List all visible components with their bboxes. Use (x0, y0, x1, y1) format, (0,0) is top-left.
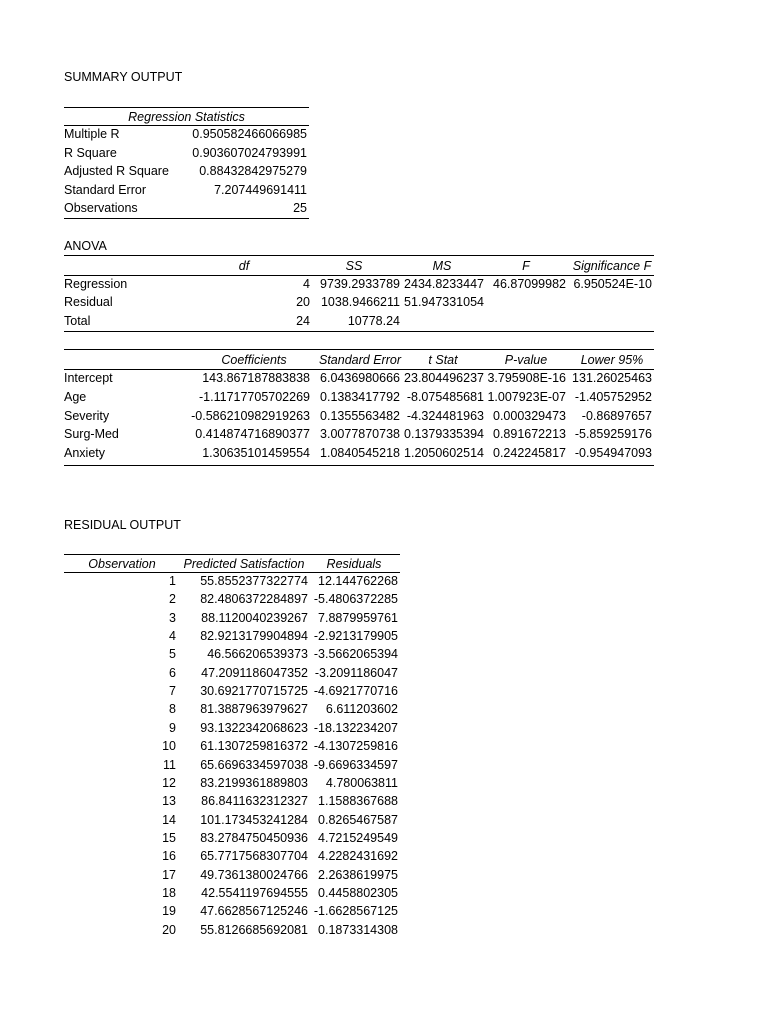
coefficient-value: -1.11717705702269 (199, 389, 310, 404)
residual-predicted: 55.8126685692081 (200, 922, 308, 937)
coefficient-lower-95: -5.859259176 (574, 427, 652, 442)
residual-row (64, 645, 400, 663)
residual-value: 1.1588367688 (318, 794, 398, 809)
anova-row (64, 312, 654, 330)
residual-value: -2.9213179905 (313, 629, 398, 644)
regression-stat-row (64, 144, 309, 162)
residual-value: 0.8265467587 (318, 812, 398, 827)
residuals-header-row (64, 555, 400, 573)
residual-row (64, 737, 400, 755)
residual-value: -4.6921770716 (313, 684, 398, 699)
residual-value: -4.1307259816 (313, 739, 398, 754)
coefficient-value: 143.867187883838 (202, 371, 310, 385)
residual-value: -3.5662065394 (313, 647, 398, 662)
regression-stat-value: 0.950582466066985 (192, 127, 307, 141)
regression-stat-label: Observations (64, 201, 138, 215)
coefficients-table (64, 349, 654, 469)
anova-row (64, 275, 654, 293)
residual-row (64, 792, 400, 810)
regression-stat-value: 25 (293, 201, 307, 215)
residual-predicted: 65.6696334597038 (200, 757, 308, 772)
residual-observation: 9 (169, 720, 176, 735)
residual-value: 6.611203602 (325, 702, 398, 717)
residual-observation: 8 (169, 702, 176, 717)
residual-observation: 7 (169, 684, 176, 699)
residual-value: 4.2282431692 (318, 849, 398, 864)
residual-row (64, 664, 400, 682)
residual-value: 0.1873314308 (318, 922, 398, 937)
anova-row-label: Total (64, 314, 91, 328)
residual-value: 2.2638619975 (318, 867, 398, 882)
residual-observation: 19 (162, 904, 176, 919)
residual-row (64, 847, 400, 865)
coefficient-value: 0.414874716890377 (195, 427, 310, 442)
coefficient-standard-error: 6.0436980666 (320, 371, 400, 385)
residual-observation: 12 (162, 775, 176, 790)
residual-predicted: 47.6628567125246 (200, 904, 308, 919)
residual-row (64, 884, 400, 902)
anova-header-df: df (238, 259, 250, 273)
coefficient-row (64, 407, 654, 425)
residual-observation: 18 (162, 885, 176, 900)
anova-row-label: Regression (64, 277, 128, 291)
anova-df: 24 (296, 314, 310, 328)
anova-ss: 10778.24 (347, 314, 400, 328)
coefficient-t-stat: -4.324481963 (406, 408, 484, 423)
residual-observation: 15 (162, 830, 176, 845)
residual-observation: 16 (162, 849, 176, 864)
residual-observation: 4 (169, 629, 176, 644)
coefficient-p-value: 0.891672213 (493, 427, 566, 442)
coefficient-t-stat: 0.1379335394 (404, 427, 484, 442)
coefficient-standard-error: 0.1383417792 (320, 389, 400, 404)
regression-stat-row (64, 181, 309, 199)
coefficient-row (64, 444, 654, 462)
anova-header-significance-f: Significance F (572, 259, 652, 273)
residual-row (64, 774, 400, 792)
coefficient-row-label: Surg-Med (64, 427, 119, 442)
residual-predicted: 82.4806372284897 (200, 592, 308, 607)
residual-observation: 13 (162, 794, 176, 809)
residual-predicted: 88.1120040239267 (201, 610, 308, 625)
residual-predicted: 82.9213179904894 (200, 629, 308, 644)
residual-predicted: 55.8552377322774 (200, 574, 308, 588)
residual-value: -5.4806372285 (313, 592, 398, 607)
coef-header-standard-error: Standard Error (319, 353, 401, 367)
residual-value: -18.132234207 (313, 720, 398, 735)
residual-row (64, 627, 400, 645)
residual-observation: 10 (162, 739, 176, 754)
regression-stat-label: Standard Error (64, 182, 146, 197)
residual-observation: 1 (169, 574, 176, 588)
coefficient-lower-95: 131.26025463 (572, 371, 652, 385)
regression-stat-value: 0.903607024793991 (192, 145, 307, 160)
residual-value: 7.8879959761 (318, 610, 398, 625)
anova-ss: 1038.9466211 (320, 295, 400, 309)
regression-stat-label: Multiple R (64, 127, 120, 141)
anova-header-ss: SS (345, 259, 363, 273)
residual-row (64, 902, 400, 920)
residual-predicted: 47.2091186047352 (201, 665, 308, 680)
residuals-header-residuals: Residuals (326, 557, 382, 571)
regression-stat-label: Adjusted R Square (64, 164, 169, 178)
coefficient-p-value: 1.007923E-07 (487, 389, 566, 404)
anova-header-ms: MS (432, 259, 452, 273)
residual-value: 4.780063811 (325, 775, 398, 790)
residual-predicted: 46.566206539373 (207, 647, 308, 662)
residual-row (64, 590, 400, 608)
residual-observation: 11 (163, 757, 176, 772)
residual-predicted: 86.8411632312327 (201, 794, 308, 809)
residual-row (64, 829, 400, 847)
coefficient-row-label: Severity (64, 408, 110, 423)
residual-predicted: 42.5541197694555 (201, 885, 308, 900)
anova-df: 20 (296, 295, 310, 309)
residuals-table (64, 554, 400, 944)
anova-f: 46.87099982 (493, 277, 566, 291)
residual-value: 4.7215249549 (318, 830, 398, 845)
residual-title: RESIDUAL OUTPUT (64, 518, 181, 532)
anova-table (64, 255, 654, 333)
coefficient-t-stat: -8.075485681 (406, 389, 484, 404)
coefficient-p-value: 0.242245817 (493, 446, 566, 461)
residual-predicted: 49.7361380024766 (200, 867, 308, 882)
anova-header-row (64, 257, 654, 275)
residual-observation: 2 (169, 592, 176, 607)
residual-row (64, 811, 400, 829)
residual-value: 12.144762268 (318, 574, 398, 588)
coef-header-t-stat: t Stat (428, 353, 458, 367)
coef-header-p-value: P-value (504, 353, 548, 367)
residual-observation: 6 (169, 665, 176, 680)
regression-statistics-header: Regression Statistics (128, 110, 245, 124)
residual-row (64, 756, 400, 774)
residual-row (64, 682, 400, 700)
coefficient-row-label: Age (64, 389, 87, 404)
coefficient-p-value: 3.795908E-16 (487, 371, 566, 385)
coefficient-t-stat: 23.804496237 (404, 371, 484, 385)
coefficient-value: -0.586210982919263 (191, 408, 310, 423)
coefficient-row-label: Intercept (64, 371, 113, 385)
anova-row (64, 293, 654, 311)
anova-header-f: F (522, 259, 530, 273)
coefficients-header-row (64, 351, 654, 369)
anova-row-label: Residual (64, 295, 113, 309)
residual-value: -1.6628567125 (313, 904, 398, 919)
residuals-header-predicted: Predicted Satisfaction (183, 557, 305, 571)
coef-header-lower-95: Lower 95% (580, 353, 644, 367)
coefficient-t-stat: 1.2050602514 (404, 446, 484, 461)
residual-predicted: 81.3887963979627 (200, 702, 308, 717)
residual-predicted: 61.1307259816372 (200, 739, 308, 754)
residual-observation: 20 (162, 922, 176, 937)
residual-observation: 14 (162, 812, 176, 827)
coefficient-standard-error: 1.0840545218 (320, 446, 400, 461)
regression-stat-row (64, 125, 309, 143)
anova-df: 4 (303, 277, 310, 291)
regression-stat-row (64, 199, 309, 217)
residual-predicted: 30.6921770715725 (200, 684, 308, 699)
regression-stat-value: 0.88432842975279 (199, 164, 307, 178)
regression-stat-value: 7.207449691411 (214, 182, 307, 197)
anova-significance-f: 6.950524E-10 (573, 277, 652, 291)
residuals-header-observation: Observation (88, 557, 156, 571)
anova-ms: 2434.8233447 (404, 277, 484, 291)
residual-row (64, 921, 400, 939)
coefficient-row (64, 369, 654, 387)
residual-predicted: 83.2199361889803 (200, 775, 308, 790)
coefficient-standard-error: 0.1355563482 (320, 408, 400, 423)
residual-predicted: 93.1322342068623 (200, 720, 308, 735)
coef-header-coefficients: Coefficients (221, 353, 287, 367)
residual-value: -3.2091186047 (314, 665, 398, 680)
coefficient-lower-95: -1.405752952 (574, 389, 652, 404)
regression-stat-row (64, 162, 309, 180)
residual-value: 0.4458802305 (318, 885, 398, 900)
residual-predicted: 101.173453241284 (200, 812, 308, 827)
coefficient-lower-95: -0.86897657 (581, 408, 652, 423)
residual-observation: 17 (162, 867, 176, 882)
residual-row (64, 700, 400, 718)
regression-stat-label: R Square (64, 145, 117, 160)
residual-row (64, 572, 400, 590)
residual-observation: 5 (169, 647, 176, 662)
coefficient-row (64, 388, 654, 406)
anova-title: ANOVA (64, 239, 107, 253)
residual-row (64, 609, 400, 627)
coefficient-lower-95: -0.954947093 (574, 446, 652, 461)
residual-observation: 3 (169, 610, 176, 625)
residual-predicted: 65.7717568307704 (200, 849, 308, 864)
anova-ms: 51.947331054 (404, 295, 484, 309)
residual-row (64, 719, 400, 737)
anova-ss: 9739.2933789 (320, 277, 400, 291)
regression-statistics-table (64, 106, 309, 220)
residual-value: -9.6696334597 (313, 757, 398, 772)
summary-title: SUMMARY OUTPUT (64, 70, 183, 84)
coefficient-standard-error: 3.0077870738 (320, 427, 400, 442)
coefficient-row-label: Anxiety (64, 446, 105, 461)
coefficient-row (64, 425, 654, 443)
residual-row (64, 866, 400, 884)
residual-predicted: 83.2784750450936 (200, 830, 308, 845)
coefficient-p-value: 0.000329473 (493, 408, 566, 423)
coefficient-value: 1.30635101459554 (202, 446, 310, 461)
